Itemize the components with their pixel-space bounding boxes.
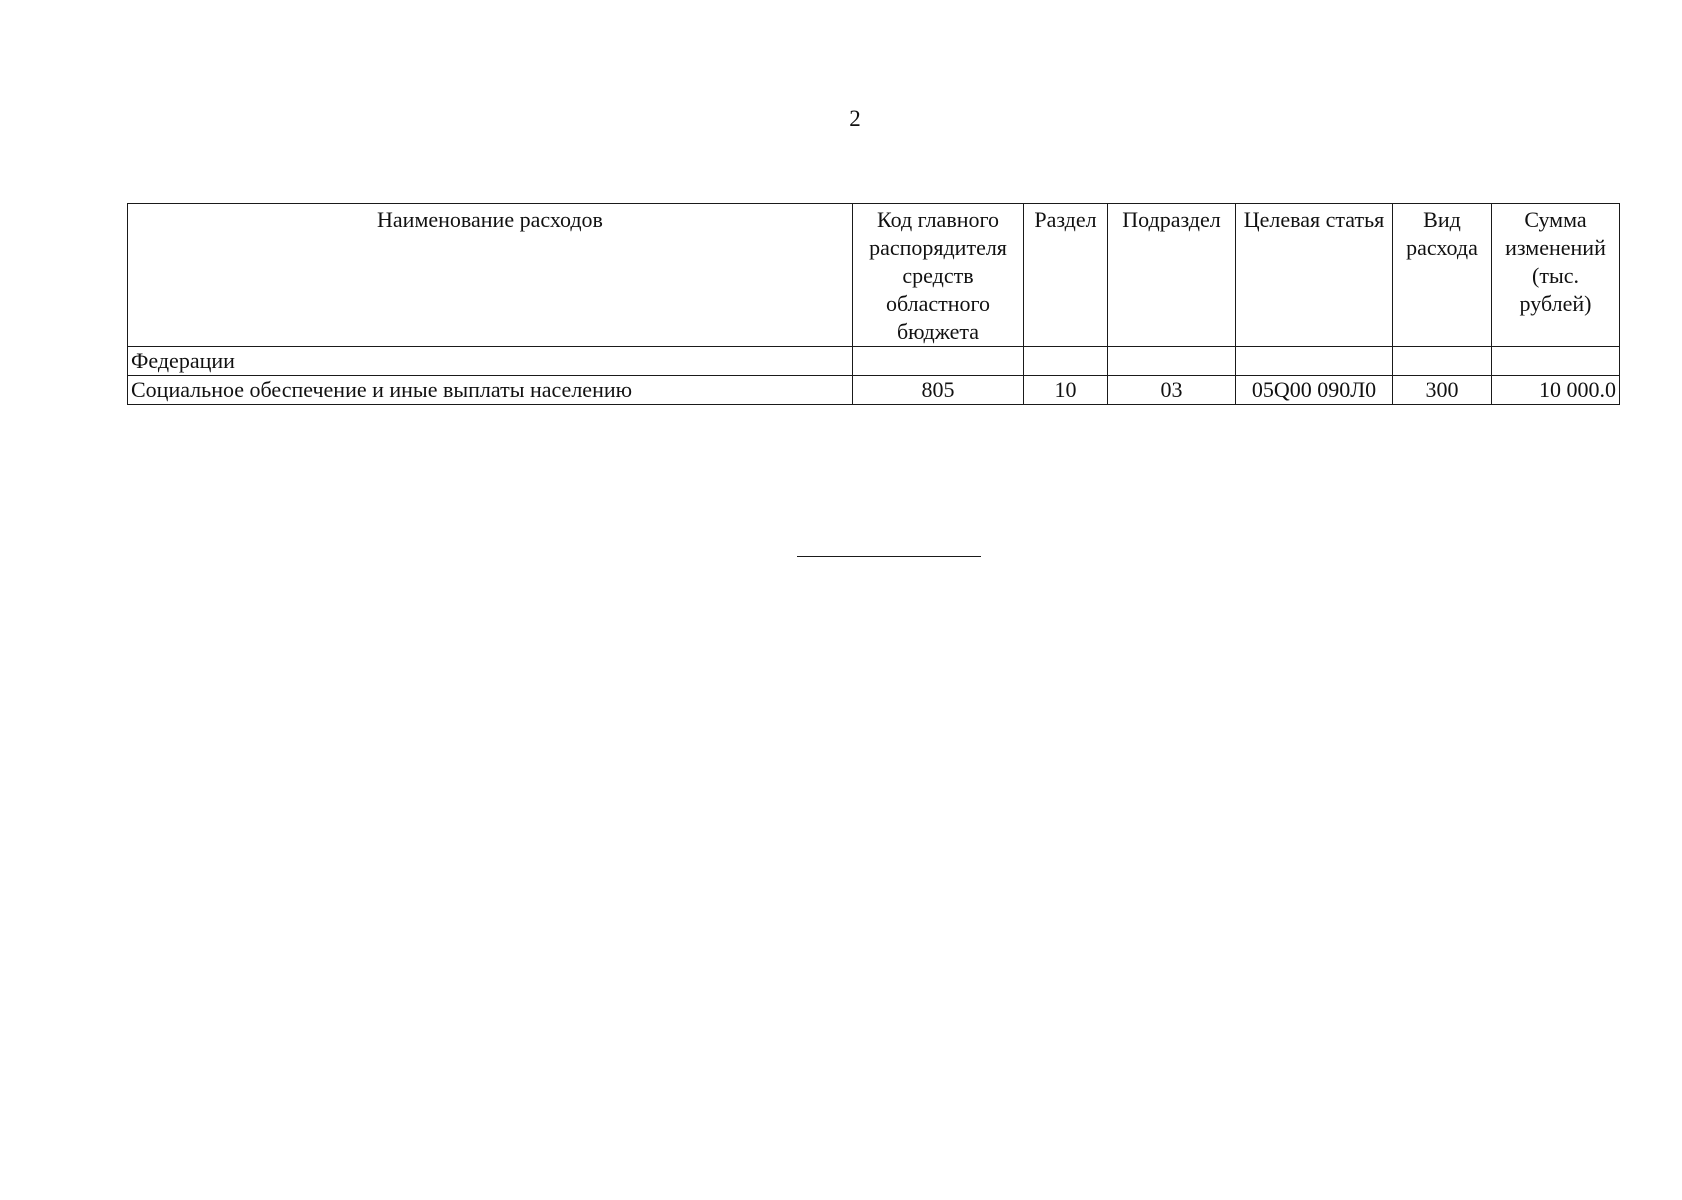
end-of-document-rule [797, 556, 981, 557]
cell-target-item [1236, 347, 1393, 376]
cell-section [1024, 347, 1108, 376]
header-change-amount: Сумма изменений (тыс. рублей) [1492, 204, 1620, 347]
header-target-item: Целевая статья [1236, 204, 1393, 347]
page-number: 2 [849, 106, 861, 131]
table-header-row [128, 204, 1620, 347]
header-subsection: Подраздел [1108, 204, 1236, 347]
header-expense-name: Наименование расходов [128, 204, 853, 347]
cell-expense-name: Социальное обеспечение и иные выплаты населению [128, 376, 853, 405]
table-row [128, 347, 1620, 376]
cell-expense-type: 300 [1393, 376, 1492, 405]
header-section: Раздел [1024, 204, 1108, 347]
header-expense-type: Вид расхода [1393, 204, 1492, 347]
cell-expense-name: Федерации [128, 347, 853, 376]
cell-target-item: 05Q00 090Л0 [1236, 376, 1393, 405]
cell-expense-type [1393, 347, 1492, 376]
cell-chief-administrator-code [853, 347, 1024, 376]
cell-section: 10 [1024, 376, 1108, 405]
budget-changes-table [127, 203, 1620, 405]
cell-subsection [1108, 347, 1236, 376]
cell-subsection: 03 [1108, 376, 1236, 405]
cell-chief-administrator-code: 805 [853, 376, 1024, 405]
cell-change-amount: 10 000.0 [1492, 376, 1620, 405]
cell-change-amount [1492, 347, 1620, 376]
table-row [128, 376, 1620, 405]
header-chief-administrator-code: Код главного распорядителя средств областного бюджета [853, 204, 1024, 347]
